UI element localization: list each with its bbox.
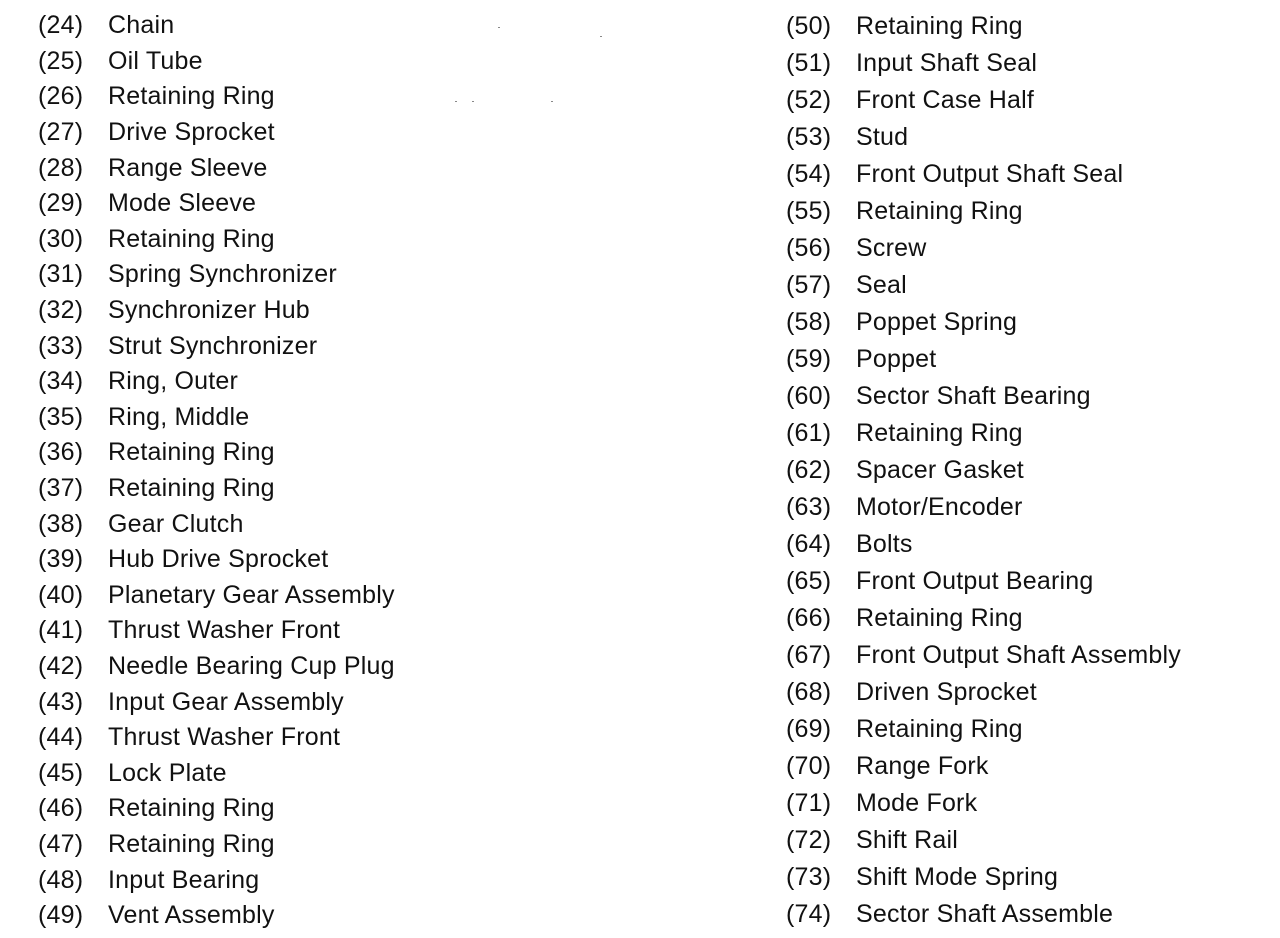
part-name: Front Case Half [856, 86, 1035, 114]
part-number: (71) [786, 789, 832, 817]
part-number: (28) [38, 153, 84, 182]
scan-speck [551, 101, 553, 102]
part-number: (53) [786, 123, 832, 151]
part-name: Needle Bearing Cup Plug [108, 651, 395, 680]
part-number: (72) [786, 826, 832, 854]
scan-speck [472, 101, 474, 102]
part-number: (51) [786, 49, 832, 77]
part-number: (31) [38, 260, 84, 289]
part-number: (34) [38, 367, 84, 396]
parts-list-item [38, 684, 395, 720]
parts-list-item [38, 898, 395, 934]
part-number: (70) [786, 752, 832, 780]
part-name: Bolts [856, 530, 913, 558]
part-name: Retaining Ring [108, 224, 275, 253]
part-name: Input Gear Assembly [108, 687, 344, 716]
parts-list-item [786, 230, 1181, 267]
part-name: Retaining Ring [108, 438, 275, 467]
parts-list-item [38, 613, 395, 649]
part-number: (48) [38, 865, 84, 894]
part-number: (24) [38, 11, 84, 40]
parts-list-item [786, 45, 1181, 82]
part-name: Screw [856, 234, 927, 262]
part-name: Drive Sprocket [108, 118, 275, 147]
parts-list-right-column [786, 8, 1181, 933]
part-name: Hub Drive Sprocket [108, 545, 329, 574]
part-number: (41) [38, 616, 84, 645]
part-name: Retaining Ring [856, 197, 1023, 225]
part-number: (50) [786, 12, 832, 40]
parts-list-item [786, 785, 1181, 822]
part-name: Motor/Encoder [856, 493, 1023, 521]
part-name: Retaining Ring [856, 419, 1023, 447]
part-number: (35) [38, 402, 84, 431]
parts-list-item [786, 859, 1181, 896]
parts-list-item [786, 378, 1181, 415]
part-name: Retaining Ring [856, 604, 1023, 632]
parts-list-item [38, 542, 395, 578]
part-number: (60) [786, 382, 832, 410]
parts-list-item [786, 452, 1181, 489]
part-number: (30) [38, 224, 84, 253]
part-number: (27) [38, 118, 84, 147]
parts-list-item [786, 674, 1181, 711]
parts-list-item [786, 526, 1181, 563]
part-name: Front Output Bearing [856, 567, 1094, 595]
part-name: Retaining Ring [108, 474, 275, 503]
part-name: Spring Synchronizer [108, 260, 337, 289]
parts-list-item [786, 822, 1181, 859]
part-name: Front Output Shaft Seal [856, 160, 1124, 188]
parts-list-item [38, 400, 395, 436]
part-name: Front Output Shaft Assembly [856, 641, 1181, 669]
part-number: (73) [786, 863, 832, 891]
parts-list-item [786, 193, 1181, 230]
part-number: (33) [38, 331, 84, 360]
parts-list-item [38, 827, 395, 863]
part-number: (67) [786, 641, 832, 669]
part-name: Retaining Ring [108, 829, 275, 858]
parts-list-item [786, 896, 1181, 933]
part-number: (46) [38, 794, 84, 823]
part-number: (37) [38, 474, 84, 503]
part-number: (64) [786, 530, 832, 558]
part-name: Oil Tube [108, 46, 203, 75]
parts-list-item [38, 364, 395, 400]
part-number: (57) [786, 271, 832, 299]
scan-speck [455, 101, 457, 102]
part-name: Strut Synchronizer [108, 331, 318, 360]
parts-list-item [38, 115, 395, 151]
parts-list-item [38, 328, 395, 364]
part-number: (63) [786, 493, 832, 521]
part-name: Poppet Spring [856, 308, 1018, 336]
parts-list-item [786, 748, 1181, 785]
parts-list-item [38, 186, 395, 222]
part-number: (38) [38, 509, 84, 538]
part-name: Poppet [856, 345, 937, 373]
parts-list-item [786, 600, 1181, 637]
parts-list-item [38, 862, 395, 898]
part-name: Retaining Ring [856, 715, 1023, 743]
parts-list-item [38, 578, 395, 614]
part-name: Thrust Washer Front [108, 616, 341, 645]
parts-list-item [786, 415, 1181, 452]
part-name: Mode Fork [856, 789, 978, 817]
parts-list-item [38, 222, 395, 258]
part-name: Synchronizer Hub [108, 296, 310, 325]
part-name: Lock Plate [108, 758, 227, 787]
part-number: (26) [38, 82, 84, 111]
part-name: Input Shaft Seal [856, 49, 1038, 77]
parts-list-item [38, 293, 395, 329]
part-number: (68) [786, 678, 832, 706]
part-number: (47) [38, 829, 84, 858]
part-number: (25) [38, 46, 84, 75]
parts-list-item [38, 44, 395, 80]
parts-list-item [786, 341, 1181, 378]
part-number: (29) [38, 189, 84, 218]
part-name: Range Sleeve [108, 153, 268, 182]
part-name: Retaining Ring [108, 794, 275, 823]
parts-list-item [786, 8, 1181, 45]
part-number: (59) [786, 345, 832, 373]
parts-list-item [38, 506, 395, 542]
part-name: Driven Sprocket [856, 678, 1037, 706]
part-name: Retaining Ring [108, 82, 275, 111]
scan-speck [600, 36, 602, 37]
part-number: (69) [786, 715, 832, 743]
parts-list-item [786, 267, 1181, 304]
part-number: (36) [38, 438, 84, 467]
parts-list-item [38, 257, 395, 293]
parts-list-item [38, 150, 395, 186]
parts-list-item [38, 471, 395, 507]
parts-list-item [786, 119, 1181, 156]
part-name: Sector Shaft Assemble [856, 900, 1114, 928]
parts-list-item [786, 156, 1181, 193]
part-name: Planetary Gear Assembly [108, 580, 395, 609]
part-number: (56) [786, 234, 832, 262]
parts-list-item [38, 720, 395, 756]
part-name: Thrust Washer Front [108, 723, 341, 752]
part-name: Sector Shaft Bearing [856, 382, 1091, 410]
part-number: (45) [38, 758, 84, 787]
part-name: Retaining Ring [856, 12, 1023, 40]
parts-list-item [786, 711, 1181, 748]
part-name: Gear Clutch [108, 509, 244, 538]
part-name: Spacer Gasket [856, 456, 1024, 484]
part-name: Ring, Outer [108, 367, 239, 396]
part-number: (61) [786, 419, 832, 447]
part-number: (66) [786, 604, 832, 632]
part-name: Stud [856, 123, 909, 151]
part-number: (65) [786, 567, 832, 595]
parts-list-item [38, 755, 395, 791]
parts-list-left-column [38, 8, 395, 933]
part-number: (54) [786, 160, 832, 188]
parts-list-item [786, 489, 1181, 526]
parts-list-item [786, 82, 1181, 119]
part-number: (49) [38, 901, 84, 930]
part-number: (42) [38, 651, 84, 680]
part-name: Input Bearing [108, 865, 260, 894]
part-number: (74) [786, 900, 832, 928]
parts-list-item [38, 435, 395, 471]
part-number: (58) [786, 308, 832, 336]
part-name: Shift Mode Spring [856, 863, 1059, 891]
scan-speck [498, 27, 500, 28]
part-name: Shift Rail [856, 826, 959, 854]
part-number: (40) [38, 580, 84, 609]
part-name: Vent Assembly [108, 901, 275, 930]
part-number: (52) [786, 86, 832, 114]
parts-list-item [786, 304, 1181, 341]
part-number: (44) [38, 723, 84, 752]
part-number: (39) [38, 545, 84, 574]
part-number: (62) [786, 456, 832, 484]
part-number: (32) [38, 296, 84, 325]
part-name: Range Fork [856, 752, 989, 780]
parts-list-item [38, 79, 395, 115]
parts-list-item [38, 649, 395, 685]
part-name: Ring, Middle [108, 402, 250, 431]
part-name: Mode Sleeve [108, 189, 257, 218]
parts-list-item [38, 791, 395, 827]
part-name: Chain [108, 11, 175, 40]
parts-list-item [38, 8, 395, 44]
parts-list-item [786, 563, 1181, 600]
part-number: (43) [38, 687, 84, 716]
part-name: Seal [856, 271, 907, 299]
part-number: (55) [786, 197, 832, 225]
parts-list-item [786, 637, 1181, 674]
